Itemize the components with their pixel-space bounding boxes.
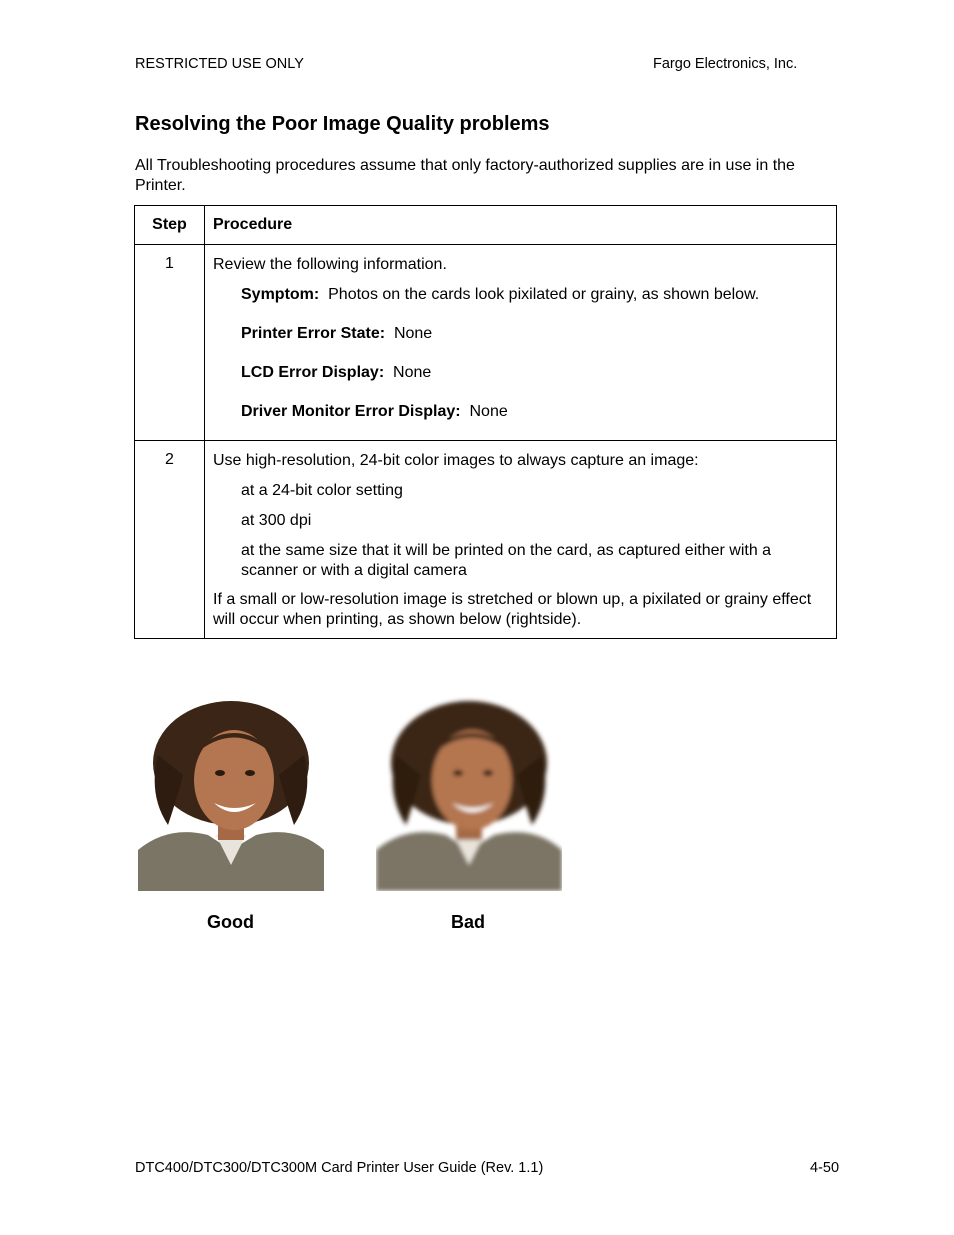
intro-paragraph: All Troubleshooting procedures assume that only factory-authorized supplies are in use in the Printer.	[135, 157, 795, 194]
symptom-value: Photos on the cards look pixilated or grainy, as shown below.	[328, 286, 760, 303]
printer-error-label: Printer Error State:	[241, 325, 386, 342]
printer-error-value: None	[393, 325, 433, 342]
driver-monitor-label: Driver Monitor Error Display:	[241, 403, 461, 420]
printer-error-line	[241, 324, 828, 344]
header-right: Fargo Electronics, Inc.	[653, 56, 798, 72]
header-left: RESTRICTED USE ONLY	[135, 56, 304, 72]
list-item: at the same size that it will be printed on the card, as captured either with a scanner or with a digital camera	[241, 542, 772, 579]
procedure-cell	[205, 441, 837, 639]
good-photo	[138, 685, 324, 891]
procedure-lead: Use high-resolution, 24-bit color images to always capture an image:	[213, 452, 699, 469]
bad-photo	[376, 685, 562, 891]
driver-monitor-line	[241, 402, 828, 422]
lcd-error-line	[241, 363, 828, 383]
page-title: Resolving the Poor Image Quality problems	[135, 113, 550, 135]
driver-monitor-value: None	[469, 403, 508, 420]
list-item: at 300 dpi	[241, 512, 312, 529]
lcd-error-label: LCD Error Display:	[241, 364, 385, 381]
procedure-table	[134, 205, 837, 639]
procedure-lead: Review the following information.	[213, 256, 447, 273]
table-row	[135, 245, 837, 441]
procedure-tail: If a small or low-resolution image is stretched or blown up, a pixilated or grainy effect will occur when printing, as shown below (rightside).	[213, 591, 812, 628]
procedure-header: Procedure	[205, 206, 837, 245]
procedure-cell	[205, 245, 837, 441]
bad-caption: Bad	[451, 912, 486, 932]
page-number: 4-50	[810, 1160, 840, 1176]
step-number: 1	[135, 245, 205, 441]
list-item: at a 24-bit color setting	[241, 482, 403, 499]
table-header-row	[135, 206, 837, 245]
good-caption: Good	[207, 912, 254, 932]
footer-title: DTC400/DTC300/DTC300M Card Printer User Guide (Rev. 1.1)	[135, 1160, 544, 1176]
step-header: Step	[135, 206, 205, 245]
step-number: 2	[135, 441, 205, 639]
symptom-label: Symptom:	[241, 286, 320, 303]
symptom-line	[241, 285, 828, 305]
table-row	[135, 441, 837, 639]
lcd-error-value: None	[393, 364, 432, 381]
